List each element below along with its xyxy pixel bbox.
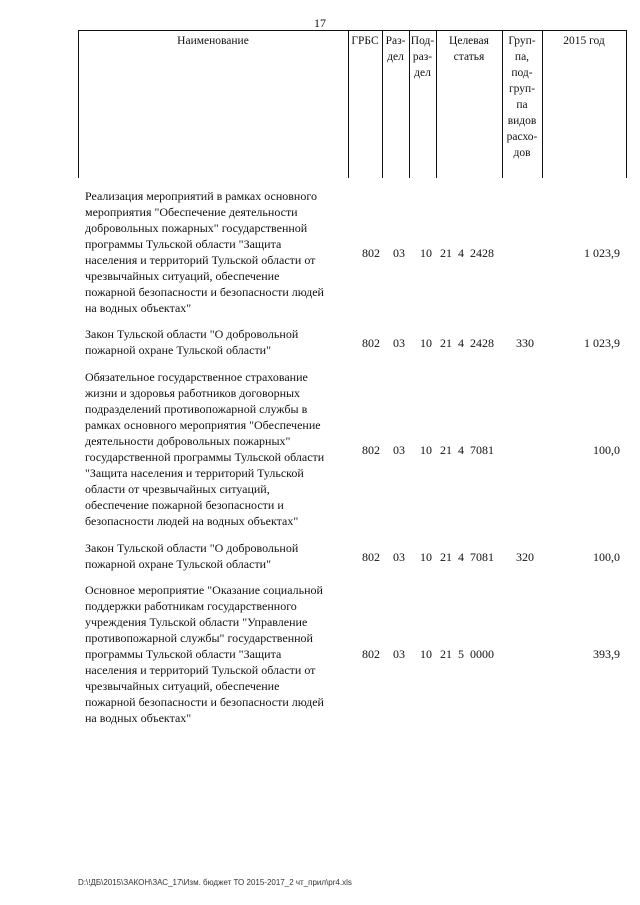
row-amount: 393,9 [593,647,620,661]
row-target: 21 4 2428 [440,246,494,260]
row-amount: 100,0 [593,443,620,457]
row-razdel: 03 [393,246,405,260]
file-path-footer: D:\!ДБ\2015\ЗАКОН\ЗАС_17\Изм. бюджет ТО 2015-2017_2 чт_прил\pr4.xls [78,878,352,887]
header-group: Груп- па, под- груп- па видов расхо- дов [506,35,538,159]
row-group: 320 [516,550,534,564]
row-grbs: 802 [362,246,380,260]
table-row [78,582,627,726]
row-grbs: 802 [362,336,380,350]
row-name: Реализация мероприятий в рамках основного мероприятия "Обеспечение деятельности добровольных пожарных" государственной программы Тульской области "Защита населения и территорий Тульской области от чрезвычайных ситуаций, обеспечение пожарной безопасности и безопасности людей на водных объектах" [85,189,324,315]
row-podrazdel: 10 [420,246,432,260]
table-row [78,188,627,316]
header-target: Целевая статья [449,35,489,63]
col-divider [626,30,627,178]
table-row [78,369,627,529]
row-razdel: 03 [393,443,405,457]
row-podrazdel: 10 [420,647,432,661]
row-amount: 1 023,9 [584,246,620,260]
header-grbs: ГРБС [351,35,379,47]
col-divider [542,30,543,178]
row-target: 21 4 2428 [440,336,494,350]
row-razdel: 03 [393,336,405,350]
row-target: 21 5 0000 [440,647,494,661]
table-row [78,326,627,358]
row-podrazdel: 10 [420,550,432,564]
row-name: Закон Тульской области "О добровольной пожарной охране Тульской области" [85,541,299,571]
header-top-border [78,30,627,31]
row-amount: 100,0 [593,550,620,564]
row-name: Обязательное государственное страхование жизни и здоровья работников договорных подразделений противопожарной службы в рамках основного мероприятия "Обеспечение деятельности добровольных пожарных" государственной программы Тульской области "Защита населения и территорий Тульской области от чрезвычайных ситуаций, обеспечение пожарной безопасности и безопасности людей на водных объектах" [85,370,325,528]
row-target: 21 4 7081 [440,550,494,564]
row-podrazdel: 10 [420,336,432,350]
header-year: 2015 год [563,35,605,47]
row-razdel: 03 [393,550,405,564]
table-row [78,540,627,572]
col-divider [348,30,349,178]
header-podrazdel: Под- раз- дел [410,35,435,79]
row-podrazdel: 10 [420,443,432,457]
row-target: 21 4 7081 [440,443,494,457]
col-divider [78,30,79,178]
row-group: 330 [516,336,534,350]
table-header [78,30,627,178]
row-grbs: 802 [362,550,380,564]
row-amount: 1 023,9 [584,336,620,350]
row-grbs: 802 [362,443,380,457]
row-grbs: 802 [362,647,380,661]
row-name: Основное мероприятие "Оказание социальной поддержки работникам государственного учреждения Тульской области "Управление противопожарной службы" государственной программы Тульской области "Защита населения и территорий Тульской области от чрезвычайных ситуаций, обеспечение пожарной безопасности и безопасности людей на водных объектах" [85,583,324,725]
page-number: 17 [314,16,326,30]
row-name: Закон Тульской области "О добровольной пожарной охране Тульской области" [85,327,299,357]
row-razdel: 03 [393,647,405,661]
header-name: Наименование [177,35,249,47]
header-razdel: Раз- дел [385,35,406,63]
